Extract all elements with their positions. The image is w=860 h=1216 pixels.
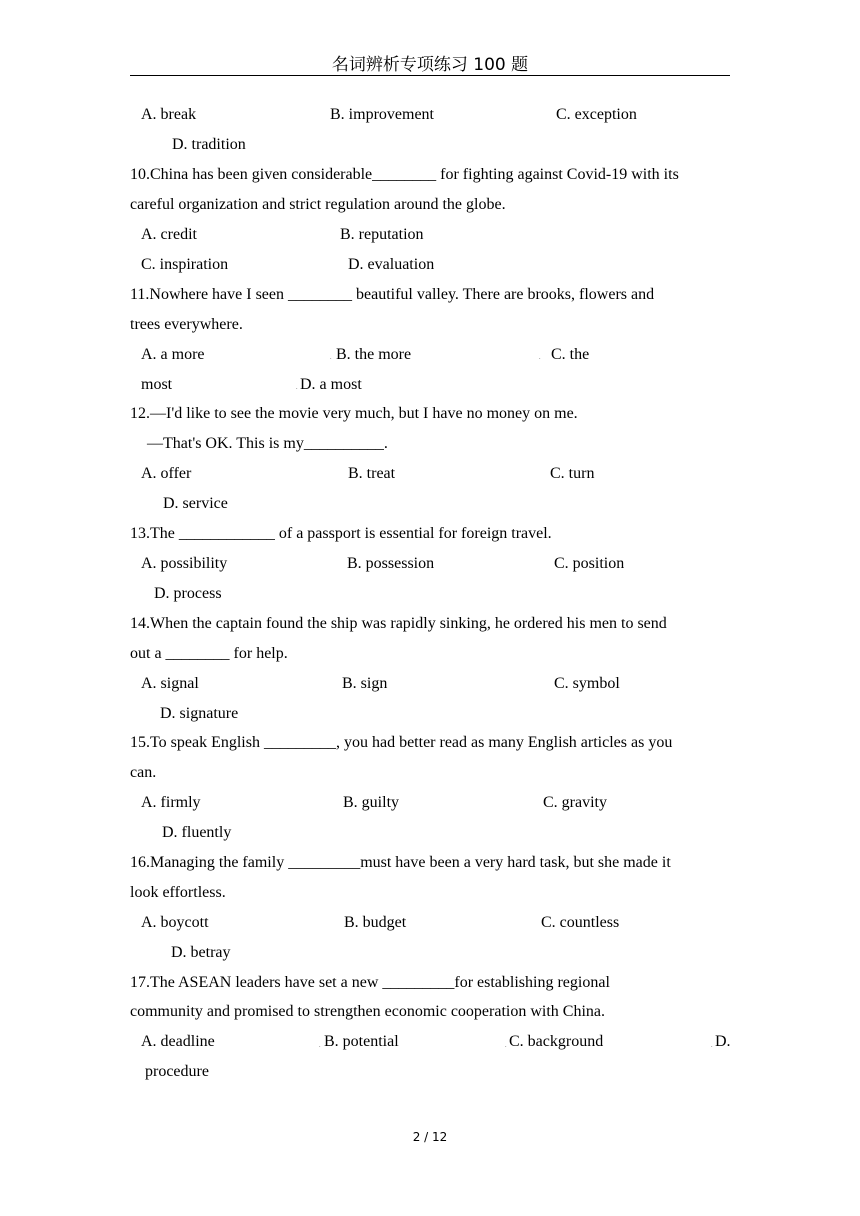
q16-stem-line1: 16.Managing the family _________must have been a very hard task, but she made it — [130, 854, 671, 871]
q16-option-b: B. budget — [344, 914, 407, 931]
q12-stem-line2: —That's OK. This is my__________. — [147, 435, 388, 452]
q14-option-c: C. symbol — [554, 675, 620, 692]
q10-option-c: C. inspiration — [141, 256, 229, 273]
q17-option-c: C. background — [509, 1033, 604, 1050]
page-number: 2 / 12 — [412, 1130, 448, 1144]
q13-option-a: A. possibility — [141, 555, 228, 572]
separator-dot: • — [505, 1044, 507, 1049]
q12-option-d: D. service — [163, 495, 228, 512]
q10-stem-line2: careful organization and strict regulation around the globe. — [130, 196, 506, 213]
q10-stem-line1: 10.China has been given considerable________ for fighting against Covid-19 with its — [130, 166, 679, 183]
q15-option-a: A. firmly — [141, 794, 201, 811]
q17-stem-line1: 17.The ASEAN leaders have set a new _________for establishing regional — [130, 974, 610, 991]
q14-option-d: D. signature — [160, 705, 239, 722]
q11-option-b: B. the more — [336, 346, 412, 363]
q12-option-a: A. offer — [141, 465, 192, 482]
q16-stem-line2: look effortless. — [130, 884, 226, 901]
q11-stem-line1: 11.Nowhere have I seen ________ beautiful valley. There are brooks, flowers and — [130, 286, 655, 303]
q12-option-c: C. turn — [550, 465, 595, 482]
q12-stem-line1: 12.—I'd like to see the movie very much, but I have no money on me. — [130, 405, 578, 422]
q10-option-a: A. credit — [141, 226, 197, 243]
q14-option-b: B. sign — [342, 675, 388, 692]
separator-dot: • — [711, 1044, 713, 1049]
separator-dot: • — [319, 1044, 321, 1049]
q10-option-d: D. evaluation — [348, 256, 435, 273]
q16-option-c: C. countless — [541, 914, 620, 931]
separator-dot: • — [296, 386, 298, 391]
separator-dot: • — [539, 356, 541, 361]
q9-option-a: A. break — [141, 106, 197, 123]
separator-dot: • — [330, 356, 332, 361]
q9-option-d: D. tradition — [172, 136, 246, 153]
q15-stem-line2: can. — [130, 764, 157, 781]
q11-option-c: C. the — [551, 346, 590, 363]
q11-option-d: D. a most — [300, 376, 362, 393]
q11-option-a: A. a more — [141, 346, 205, 363]
q9-option-b: B. improvement — [330, 106, 434, 123]
q17-option-d-continued: procedure — [145, 1063, 209, 1080]
q14-stem-line2: out a ________ for help. — [130, 645, 288, 662]
q16-option-d: D. betray — [171, 944, 231, 961]
q12-option-b: B. treat — [348, 465, 396, 482]
q15-option-c: C. gravity — [543, 794, 607, 811]
q11-stem-line2: trees everywhere. — [130, 316, 243, 333]
q17-option-d: D. — [715, 1033, 731, 1050]
q10-option-b: B. reputation — [340, 226, 424, 243]
q17-stem-line2: community and promised to strengthen economic cooperation with China. — [130, 1003, 606, 1020]
q16-option-a: A. boycott — [141, 914, 209, 931]
header-rule — [130, 75, 730, 76]
q9-option-c: C. exception — [556, 106, 637, 123]
q13-option-c: C. position — [554, 555, 625, 572]
q13-option-d: D. process — [154, 585, 222, 602]
q14-stem-line1: 14.When the captain found the ship was rapidly sinking, he ordered his men to send — [130, 615, 667, 632]
q14-option-a: A. signal — [141, 675, 199, 692]
q17-option-a: A. deadline — [141, 1033, 215, 1050]
q13-stem-line1: 13.The ____________ of a passport is essential for foreign travel. — [130, 525, 552, 542]
q15-option-b: B. guilty — [343, 794, 400, 811]
q13-option-b: B. possession — [347, 555, 435, 572]
q15-option-d: D. fluently — [162, 824, 232, 841]
q17-option-b: B. potential — [324, 1033, 399, 1050]
q15-stem-line1: 15.To speak English _________, you had better read as many English articles as you — [130, 734, 673, 751]
page-header-title: 名词辨析专项练习 100 题 — [331, 55, 529, 75]
q11-option-c-continued: most — [141, 376, 173, 393]
